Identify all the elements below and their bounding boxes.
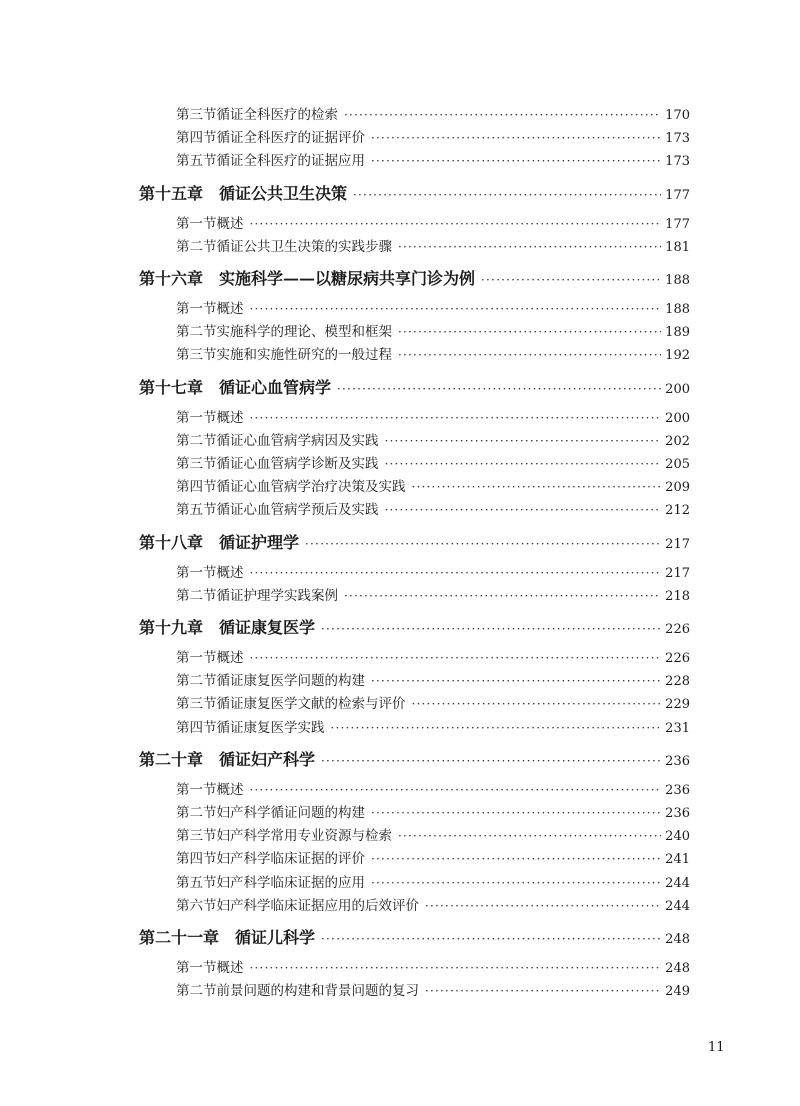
toc-section-entry [176,979,690,999]
section-number: 第二节 [176,587,217,604]
chapter-number: 第十七章 [139,377,204,397]
toc-section-entry [176,126,690,146]
section-title: 妇产科学临床证据应用的后效评价 [216,897,419,914]
section-number: 第三节 [176,828,217,845]
section-number: 第二节 [176,238,217,255]
page-ref: 228 [665,674,690,690]
toc-section-entry [176,847,690,867]
section-title: 概述 [216,650,244,666]
section-title: 妇产科学临床证据的应用 [216,874,365,891]
dot-leader [398,829,661,843]
dot-leader [344,589,661,603]
section-title: 循证康复医学问题的构建 [216,673,365,690]
dot-leader [481,273,661,287]
section-number: 第一节 [176,301,217,317]
page-ref: 244 [665,898,690,914]
section-title: 循证康复医学实践 [216,719,325,736]
dot-leader [250,217,662,231]
toc-chapter-entry [139,747,690,770]
dot-leader [353,188,661,202]
page-ref: 173 [665,131,690,147]
dot-leader [331,721,662,735]
section-number: 第三节 [176,696,217,713]
dot-leader [412,480,662,494]
page-ref: 200 [665,410,690,426]
section-number: 第一节 [176,650,217,666]
page-ref: 240 [665,829,690,845]
page-ref: 236 [665,806,690,821]
section-title: 实施和实施性研究的一般过程 [216,347,392,364]
section-title: 概述 [216,960,244,976]
page-ref: 226 [665,622,690,637]
page-ref: 248 [665,961,690,976]
section-title: 循证心血管病学病因及实践 [216,432,379,449]
chapter-title: 循证心血管病学 [219,377,332,397]
section-title: 前景问题的构建和背景问题的复习 [216,983,419,1000]
section-number: 第二节 [176,673,217,690]
page-ref: 189 [665,325,690,341]
chapter-number: 第二十章 [139,749,204,769]
section-title: 概述 [216,301,244,317]
dot-leader [305,537,661,551]
section-number: 第一节 [176,564,217,581]
page-ref: 236 [665,782,690,798]
section-title: 妇产科学循证问题的构建 [216,805,365,821]
chapter-title: 循证护理学 [219,532,300,552]
section-title: 循证全科医疗的证据应用 [216,153,365,170]
dot-leader [398,325,661,339]
chapter-number: 第十八章 [139,532,204,552]
section-title: 循证全科医疗的证据评价 [216,130,365,147]
dot-leader [398,348,661,362]
chapter-number: 第十五章 [139,183,204,203]
page-ref: 205 [665,457,690,472]
section-number: 第五节 [176,874,217,891]
dot-leader [250,783,662,797]
dot-leader [371,876,661,890]
dot-leader [425,899,661,913]
toc-section-entry [176,297,690,317]
dot-leader [321,932,661,946]
section-number: 第一节 [176,781,217,798]
section-number: 第四节 [176,130,217,147]
section-number: 第一节 [176,960,217,976]
toc-section-entry [176,498,690,518]
section-number: 第四节 [176,479,217,496]
page-ref: 200 [665,381,690,397]
page-ref: 188 [665,302,690,317]
section-title: 概述 [216,781,244,798]
section-number: 第二节 [176,805,217,821]
toc-section-entry [176,452,690,472]
toc-section-entry [176,212,690,232]
section-number: 第三节 [176,347,217,364]
dot-leader [337,382,661,396]
dot-leader [371,131,661,145]
toc-section-entry [176,343,690,363]
dot-leader [321,622,661,636]
toc-section-entry [176,584,690,604]
section-title: 概述 [216,564,244,581]
page-ref: 173 [665,154,690,170]
section-number: 第五节 [176,502,217,519]
page-ref: 244 [665,875,690,891]
section-title: 妇产科学常用专业资源与检索 [216,828,392,845]
page-number: 11 [708,1040,725,1055]
page-ref: 192 [665,348,690,364]
page-ref: 241 [665,852,690,868]
chapter-number: 第十六章 [139,269,204,288]
toc-chapter-entry [139,530,690,553]
page-ref: 248 [665,932,690,947]
dot-leader [425,984,661,998]
dot-leader [371,154,661,168]
dot-leader [371,674,661,688]
section-number: 第二节 [176,983,217,1000]
section-title: 实施科学的理论、模型和框架 [216,324,392,341]
dot-leader [250,302,662,316]
toc-chapter-entry [139,375,690,398]
toc-section-entry [176,235,690,255]
dot-leader [321,754,661,768]
toc-section-entry [176,871,690,891]
section-title: 循证康复医学文献的检索与评价 [216,696,406,713]
section-number: 第四节 [176,719,217,736]
section-number: 第三节 [176,107,217,123]
section-number: 第五节 [176,153,217,170]
page-ref: 229 [665,697,690,713]
page-ref: 177 [665,187,690,203]
section-title: 循证护理学实践案例 [216,587,338,604]
toc-section-entry [176,778,690,798]
dot-leader [250,411,662,425]
toc-section-entry [176,320,690,340]
chapter-number: 第十九章 [139,618,204,637]
toc-chapter-entry [139,615,690,638]
page-ref: 170 [665,108,690,123]
page-ref: 226 [665,651,690,666]
section-title: 循证心血管病学治疗决策及实践 [216,479,406,496]
section-number: 第一节 [176,409,217,426]
toc-section-entry [176,406,690,426]
page-ref: 231 [665,720,690,736]
page-ref: 209 [665,480,690,496]
section-number: 第一节 [176,215,217,232]
dot-leader [385,434,662,448]
page-ref: 218 [665,588,690,604]
toc-section-entry [176,669,690,689]
dot-leader [412,697,662,711]
toc-section-entry [176,894,690,914]
section-number: 第三节 [176,456,217,472]
section-number: 第六节 [176,897,217,914]
toc-section-entry [176,716,690,736]
toc-section-entry [176,692,690,712]
dot-leader [371,852,661,866]
toc-chapter-entry [139,925,690,948]
section-title: 循证全科医疗的检索 [216,107,338,123]
page-ref: 181 [665,239,690,255]
chapter-title: 循证儿科学 [235,928,316,947]
section-number: 第四节 [176,851,217,868]
page-ref: 249 [665,984,690,1000]
dot-leader [385,457,662,471]
dot-leader [398,240,661,254]
section-number: 第二节 [176,324,217,341]
toc-section-entry [176,801,690,821]
dot-leader [250,961,662,975]
toc-section-entry [176,103,690,123]
dot-leader [385,503,662,517]
toc-section-entry [176,561,690,581]
page-ref: 212 [665,503,690,519]
section-title: 概述 [216,215,244,232]
section-title: 循证心血管病学预后及实践 [216,502,379,519]
chapter-title: 循证公共卫生决策 [219,183,348,203]
page-ref: 188 [665,273,690,288]
section-number: 第二节 [176,432,217,449]
dot-leader [344,108,661,122]
page-ref: 236 [665,753,690,769]
toc-section-entry [176,149,690,169]
section-title: 概述 [216,409,244,426]
toc-section-entry [176,475,690,495]
page-ref: 202 [665,433,690,449]
toc-section-entry [176,956,690,976]
toc-chapter-entry [139,181,690,204]
toc-chapter-entry [139,266,690,289]
toc-section-entry [176,429,690,449]
dot-leader [250,566,662,580]
page-ref: 217 [665,565,690,581]
chapter-title: 循证妇产科学 [219,749,316,769]
toc-section-entry [176,646,690,666]
section-title: 妇产科学临床证据的评价 [216,851,365,868]
dot-leader [250,651,662,665]
chapter-title: 实施科学——以糖尿病共享门诊为例 [219,269,476,288]
toc-section-entry [176,824,690,844]
page-ref: 177 [665,216,690,232]
dot-leader [371,806,661,820]
section-title: 循证公共卫生决策的实践步骤 [216,238,392,255]
chapter-title: 循证康复医学 [219,618,316,637]
page-ref: 217 [665,536,690,552]
section-title: 循证心血管病学诊断及实践 [216,456,379,472]
chapter-number: 第二十一章 [139,928,220,947]
